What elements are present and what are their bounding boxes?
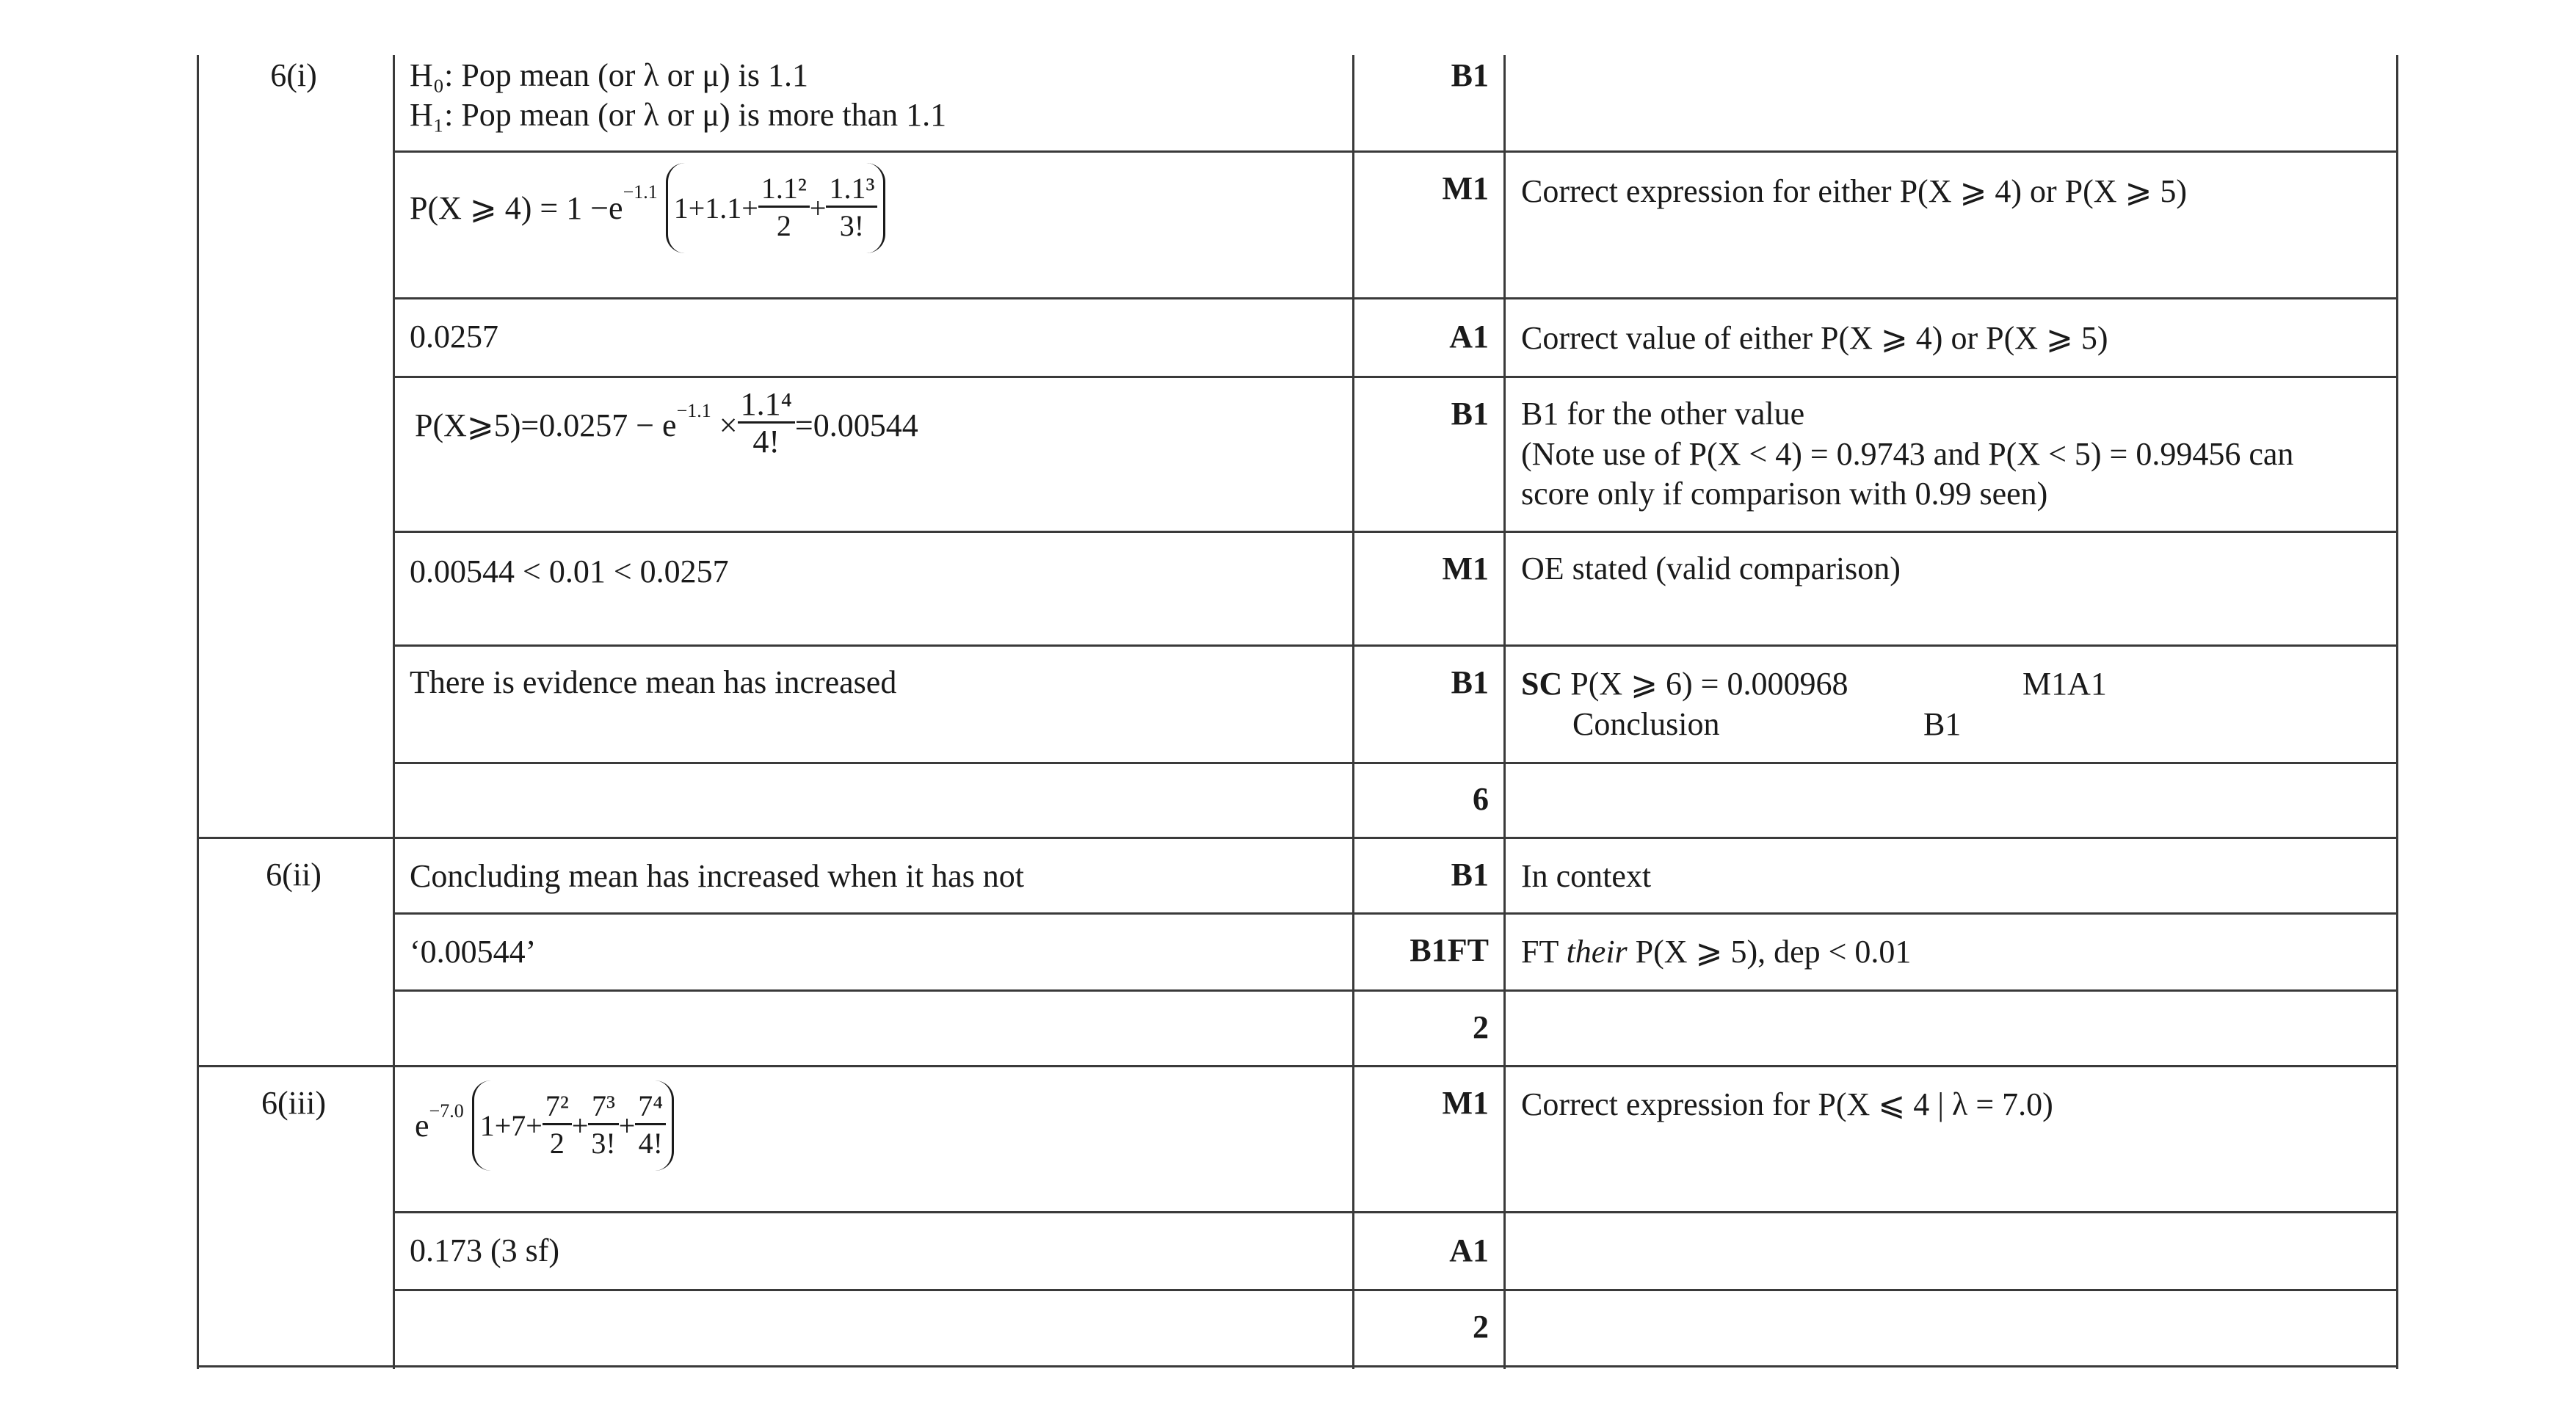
fraction xyxy=(588,1089,618,1162)
fraction xyxy=(758,172,810,244)
numerator: 7⁴ xyxy=(635,1089,666,1125)
numerator: 1.1⁴ xyxy=(738,388,795,424)
total-marks: 2 xyxy=(1473,1009,1489,1045)
bracketed-sum xyxy=(472,1080,675,1171)
guidance-mark: M1A1 xyxy=(2022,666,2107,702)
math-expression xyxy=(415,386,918,462)
grid-line xyxy=(1503,55,1506,1369)
mark: B1 xyxy=(1451,857,1489,893)
mark: B1 xyxy=(1451,664,1489,700)
exponent: −1.1 xyxy=(676,399,711,421)
numerator: 1.1² xyxy=(758,172,810,208)
guidance: B1 for the other value xyxy=(1521,396,1805,432)
guidance: Correct expression for P(X ⩽ 4 | λ = 7.0) xyxy=(1521,1086,2053,1122)
mark: B1FT xyxy=(1409,932,1489,968)
denominator: 2 xyxy=(549,1127,565,1160)
math-expression xyxy=(415,1080,674,1171)
answer-text: There is evidence mean has increased xyxy=(410,664,897,700)
mark: A1 xyxy=(1449,1232,1489,1268)
guidance xyxy=(1521,932,1911,972)
guidance-prefix: SC xyxy=(1521,666,1563,702)
grid-line xyxy=(393,531,2398,533)
guidance-text: Conclusion xyxy=(1572,706,1720,742)
exponent: −1.1 xyxy=(623,181,658,203)
guidance: OE stated (valid comparison) xyxy=(1521,551,1901,586)
grid-line xyxy=(2396,55,2398,1369)
grid-line xyxy=(197,1065,2398,1067)
guidance xyxy=(1521,664,1848,704)
bracketed-sum xyxy=(666,163,886,253)
answer-text: 0.00544 < 0.01 < 0.0257 xyxy=(410,553,729,589)
answer-text: Concluding mean has increased when it has not xyxy=(410,858,1025,894)
hypothesis-null: H₀: Pop mean (or λ or μ) is 1.1 xyxy=(410,57,808,93)
expression-text: =0.00544 xyxy=(794,407,918,443)
numerator: 7² xyxy=(543,1089,572,1125)
math-expression xyxy=(410,163,885,253)
fraction xyxy=(826,172,877,244)
grid-line xyxy=(393,150,2398,153)
numerator: 7³ xyxy=(588,1089,618,1125)
grid-line xyxy=(393,55,395,1369)
hypothesis-alternative: H₁: Pop mean (or λ or μ) is more than 1.1 xyxy=(410,97,947,133)
fraction xyxy=(543,1089,572,1162)
question-number: 6(i) xyxy=(270,57,317,93)
denominator: 4! xyxy=(638,1127,663,1160)
exponent: −7.0 xyxy=(429,1100,464,1122)
guidance: In context xyxy=(1521,858,1652,894)
grid-line xyxy=(197,837,2398,839)
guidance-emphasis: their xyxy=(1566,934,1628,970)
plus-sign: + xyxy=(571,1109,589,1142)
grid-line xyxy=(393,376,2398,378)
mark: M1 xyxy=(1442,170,1489,206)
mark: M1 xyxy=(1442,551,1489,586)
fraction xyxy=(635,1089,666,1162)
grid-line xyxy=(197,1365,2398,1367)
grid-line xyxy=(393,989,2398,992)
grid-line xyxy=(197,55,199,1369)
grid-line xyxy=(1352,55,1354,1369)
expression-text: 1+1.1+ xyxy=(673,192,758,225)
times-sign: × xyxy=(711,407,738,443)
answer-value: 0.0257 xyxy=(410,319,498,355)
denominator: 2 xyxy=(776,209,791,242)
numerator: 1.1³ xyxy=(826,172,877,208)
mark: M1 xyxy=(1442,1085,1489,1121)
answer-text: ‘0.00544’ xyxy=(410,934,537,970)
expression-text: P(X⩾5)=0.0257 − e xyxy=(415,407,677,443)
grid-line xyxy=(393,1289,2398,1291)
expression-text: 1+7+ xyxy=(479,1109,543,1142)
denominator: 4! xyxy=(752,424,780,460)
mark: B1 xyxy=(1451,57,1489,93)
mark: A1 xyxy=(1449,319,1489,355)
grid-line xyxy=(393,912,2398,915)
guidance-text: FT xyxy=(1521,934,1559,970)
guidance: (Note use of P(X < 4) = 0.9743 and P(X < 5) = 0.99456 can xyxy=(1521,436,2294,472)
plus-sign: + xyxy=(618,1109,636,1142)
question-number: 6(iii) xyxy=(261,1085,326,1121)
guidance: Correct expression for either P(X ⩾ 4) or P(X ⩾ 5) xyxy=(1521,173,2188,209)
denominator: 3! xyxy=(591,1127,616,1160)
guidance-mark: B1 xyxy=(1923,706,1962,742)
fraction xyxy=(738,388,795,460)
expression-text: e xyxy=(415,1108,429,1144)
grid-line xyxy=(393,762,2398,764)
total-marks: 6 xyxy=(1473,781,1489,817)
expression-text: P(X ⩾ 4) = 1 −e xyxy=(410,190,623,226)
denominator: 3! xyxy=(839,209,865,242)
guidance: Correct value of either P(X ⩾ 4) or P(X ⩾ 5) xyxy=(1521,320,2108,356)
mark: B1 xyxy=(1451,396,1489,432)
grid-line xyxy=(393,644,2398,647)
guidance-text: P(X ⩾ 5), dep < 0.01 xyxy=(1635,934,1912,970)
question-number: 6(ii) xyxy=(266,857,322,893)
grid-line xyxy=(393,1211,2398,1213)
guidance: score only if comparison with 0.99 seen) xyxy=(1521,476,2048,512)
grid-line xyxy=(393,297,2398,299)
answer-value: 0.173 (3 sf) xyxy=(410,1232,560,1268)
guidance-text: P(X ⩾ 6) = 0.000968 xyxy=(1570,666,1848,702)
total-marks: 2 xyxy=(1473,1309,1489,1345)
plus-sign: + xyxy=(809,192,827,225)
